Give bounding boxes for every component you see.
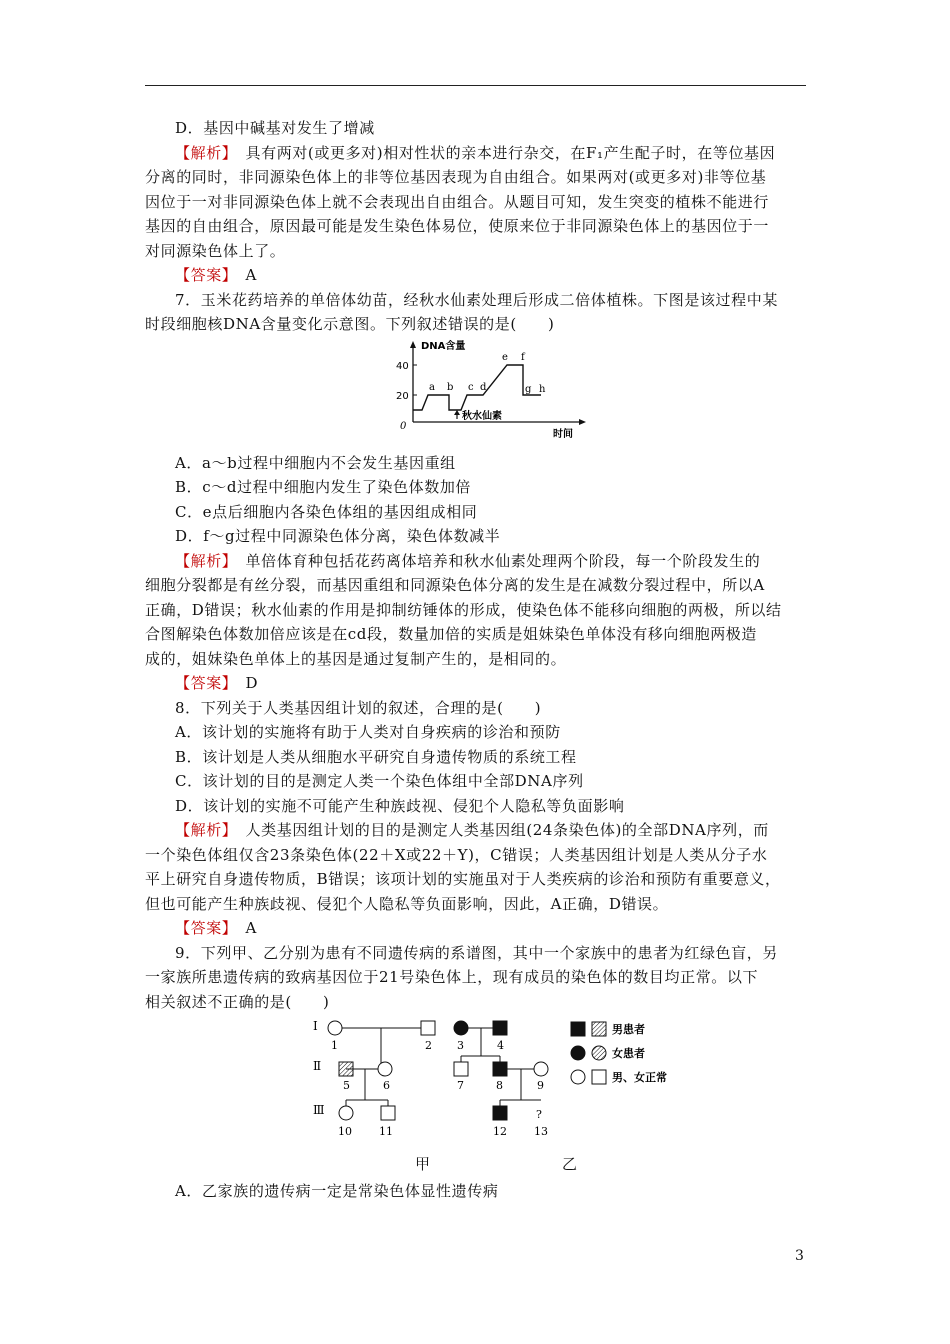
svg-text:12: 12 (493, 1125, 507, 1138)
generation-label: Ⅱ (313, 1059, 322, 1073)
q8-analysis-line: 平上研究自身遗传物质，B错误；该项计划的实施虽对于人类疾病的诊治和预防有重要意义， (145, 870, 781, 888)
pedigree-figure (145, 1016, 806, 1151)
q6-analysis-line: 基因的自由组合，原因最可能是发生染色体易位，使原来位于非同源染色体上的基因位于一 (145, 217, 770, 235)
individual-2 (421, 1021, 435, 1035)
point-label: d (480, 381, 487, 393)
point-label: b (447, 381, 454, 393)
svg-text:4: 4 (497, 1039, 504, 1052)
q7-option: D．f～g过程中同源染色体分离，染色体数减半 (175, 527, 501, 545)
page-number: 3 (795, 1248, 804, 1264)
q9-option: A．乙家族的遗传病一定是常染色体显性遗传病 (175, 1182, 499, 1200)
svg-text:8: 8 (496, 1079, 503, 1092)
q7-option: B．c～d过程中细胞内发生了染色体数加倍 (175, 478, 472, 496)
svg-text:5: 5 (343, 1079, 350, 1092)
svg-text:2: 2 (425, 1039, 432, 1052)
q8-option: B．该计划是人类从细胞水平研究自身遗传物质的系统工程 (175, 747, 577, 766)
legend-label: 男、女正常 (612, 1071, 667, 1084)
q7-analysis-line: 合图解染色体数加倍应该是在cd段，数量加倍的实质是姐妹染色单体没有移向细胞两极造 (145, 625, 758, 643)
legend-label: 女患者 (612, 1047, 645, 1060)
q8-option: D．该计划的实施不可能产生种族歧视、侵犯个人隐私等负面影响 (175, 796, 625, 815)
generation-label: Ⅰ (313, 1019, 318, 1033)
individual-4 (493, 1021, 507, 1035)
answer-tag: 【答案】 (175, 674, 230, 692)
analysis-tag: 【解析】 (175, 143, 230, 162)
legend-female-affected-hatched-symbol (592, 1046, 606, 1060)
q7-answer: 【答案】 D (175, 674, 259, 692)
q7-analysis-line: 正确，D错误；秋水仙素的作用是抑制纺锤体的形成，使染色体不能移向细胞的两极，所以结 (145, 600, 782, 619)
tick-label: 40 (396, 360, 409, 372)
analysis-tag: 【解析】 (175, 551, 230, 570)
q8-option: A．该计划的实施将有助于人类对自身疾病的诊治和预防 (175, 723, 561, 741)
caption-yi: 乙 (562, 1155, 578, 1173)
q6-analysis-line: 对同源染色体上了。 (145, 241, 286, 260)
legend-male-affected-hatched-symbol (592, 1022, 606, 1036)
q9-stem: 相关叙述不正确的是( ) (145, 992, 330, 1011)
answer-tag: 【答案】 (175, 919, 230, 937)
legend-female-affected-symbol (571, 1046, 585, 1060)
q9-stem: 9．下列甲、乙分别为患有不同遗传病的系谱图，其中一个家族中的患者为红绿色盲，另 (175, 943, 778, 962)
individual-3 (454, 1021, 468, 1035)
individual-10 (339, 1106, 353, 1120)
svg-text:11: 11 (379, 1125, 393, 1138)
q6-analysis-line: 因位于一对非同源染色体上就不会表现出自由组合。从题目可知，发生突变的植株不能进行 (145, 192, 770, 211)
q6-analysis-line: 分离的同时，非同源染色体上的非等位基因表现为自由组合。如果两对(或更多对)非等位基 (145, 168, 767, 186)
point-label: h (539, 383, 546, 395)
pedigree-diagrams (313, 1016, 683, 1148)
q8-answer: 【答案】 A (175, 919, 257, 937)
individual-11 (381, 1106, 395, 1120)
header-rule (145, 85, 806, 86)
pedigree-captions (145, 1153, 806, 1179)
q6-option-d: D．基因中碱基对发生了增减 (175, 119, 375, 137)
q7-analysis-line: 成的，姐妹染色单体上的基因是通过复制产生的，是相同的。 (145, 649, 567, 668)
dna-graph (393, 339, 593, 445)
tick-label: 0 (400, 420, 407, 432)
q6-answer: 【答案】 A (175, 266, 257, 284)
individual-12 (493, 1106, 507, 1120)
colchicine-label: 秋水仙素 (462, 410, 502, 422)
svg-text:6: 6 (383, 1079, 390, 1092)
y-axis-label: DNA含量 (421, 340, 466, 352)
svg-text:7: 7 (457, 1079, 464, 1092)
tick-label: 20 (396, 390, 409, 402)
individual-6 (378, 1062, 392, 1076)
legend-label: 男患者 (612, 1023, 645, 1036)
point-label: f (521, 351, 525, 363)
svg-text:9: 9 (537, 1079, 544, 1092)
q7-analysis-line: 细胞分裂都是有丝分裂，而基因重组和同源染色体分离的发生是在减数分裂过程中，所以A (145, 576, 765, 594)
individual-9 (534, 1062, 548, 1076)
point-label: c (468, 381, 474, 393)
q7-stem: 7．玉米花药培养的单倍体幼苗，经秋水仙素处理后形成二倍体植株。下图是该过程中某 (175, 290, 778, 309)
q7-stem: 时段细胞核DNA含量变化示意图。下列叙述错误的是( ) (145, 315, 555, 333)
svg-text:3: 3 (457, 1039, 464, 1052)
individual-7 (454, 1062, 468, 1076)
point-label: g (525, 383, 532, 395)
q8-stem: 8．下列关于人类基因组计划的叙述，合理的是( ) (175, 698, 542, 717)
svg-text:13: 13 (534, 1125, 548, 1138)
q9-stem: 一家族所患遗传病的致病基因位于21号染色体上，现有成员的染色体的数目均正常。以下 (145, 968, 759, 986)
q8-analysis-line: 但也可能产生种族歧视、侵犯个人隐私等负面影响，因此，A正确，D错误。 (145, 894, 669, 913)
q7-option: C．e点后细胞内各染色体组的基因组成相同 (175, 502, 478, 521)
q8-analysis-line: 【解析】 人类基因组计划的目的是测定人类基因组(24条染色体)的全部DNA序列，而 (175, 821, 769, 839)
point-label: a (429, 381, 435, 393)
q6-analysis-line: 【解析】 具有两对(或更多对)相对性状的亲本进行杂交，在F₁产生配子时，在等位基因 (175, 143, 776, 162)
dna-content-figure (145, 339, 806, 447)
unknown-mark: ? (536, 1108, 542, 1121)
legend-male-normal-symbol (592, 1070, 606, 1084)
caption-jia: 甲 (415, 1155, 431, 1173)
x-axis-label: 时间 (553, 428, 573, 440)
svg-text:1: 1 (331, 1039, 338, 1052)
q8-analysis-line: 一个染色体组仅含23条染色体(22＋X或22＋Y)，C错误；人类基因组计划是人类从分子水 (145, 845, 768, 864)
individual-5 (339, 1062, 353, 1076)
point-label: e (502, 351, 508, 363)
page-body (145, 116, 806, 1204)
svg-text:10: 10 (338, 1125, 352, 1138)
analysis-tag: 【解析】 (175, 821, 230, 839)
legend-female-normal-symbol (571, 1070, 585, 1084)
q7-option: A．a～b过程中细胞内不会发生基因重组 (175, 453, 456, 472)
generation-label: Ⅲ (313, 1103, 325, 1117)
q7-analysis-line: 【解析】 单倍体育种包括花药离体培养和秋水仙素处理两个阶段，每一个阶段发生的 (175, 551, 761, 570)
answer-tag: 【答案】 (175, 266, 230, 284)
individual-1 (328, 1021, 342, 1035)
q8-option: C．该计划的目的是测定人类一个染色体组中全部DNA序列 (175, 772, 584, 790)
legend-male-affected-symbol (571, 1022, 585, 1036)
individual-8 (493, 1062, 507, 1076)
